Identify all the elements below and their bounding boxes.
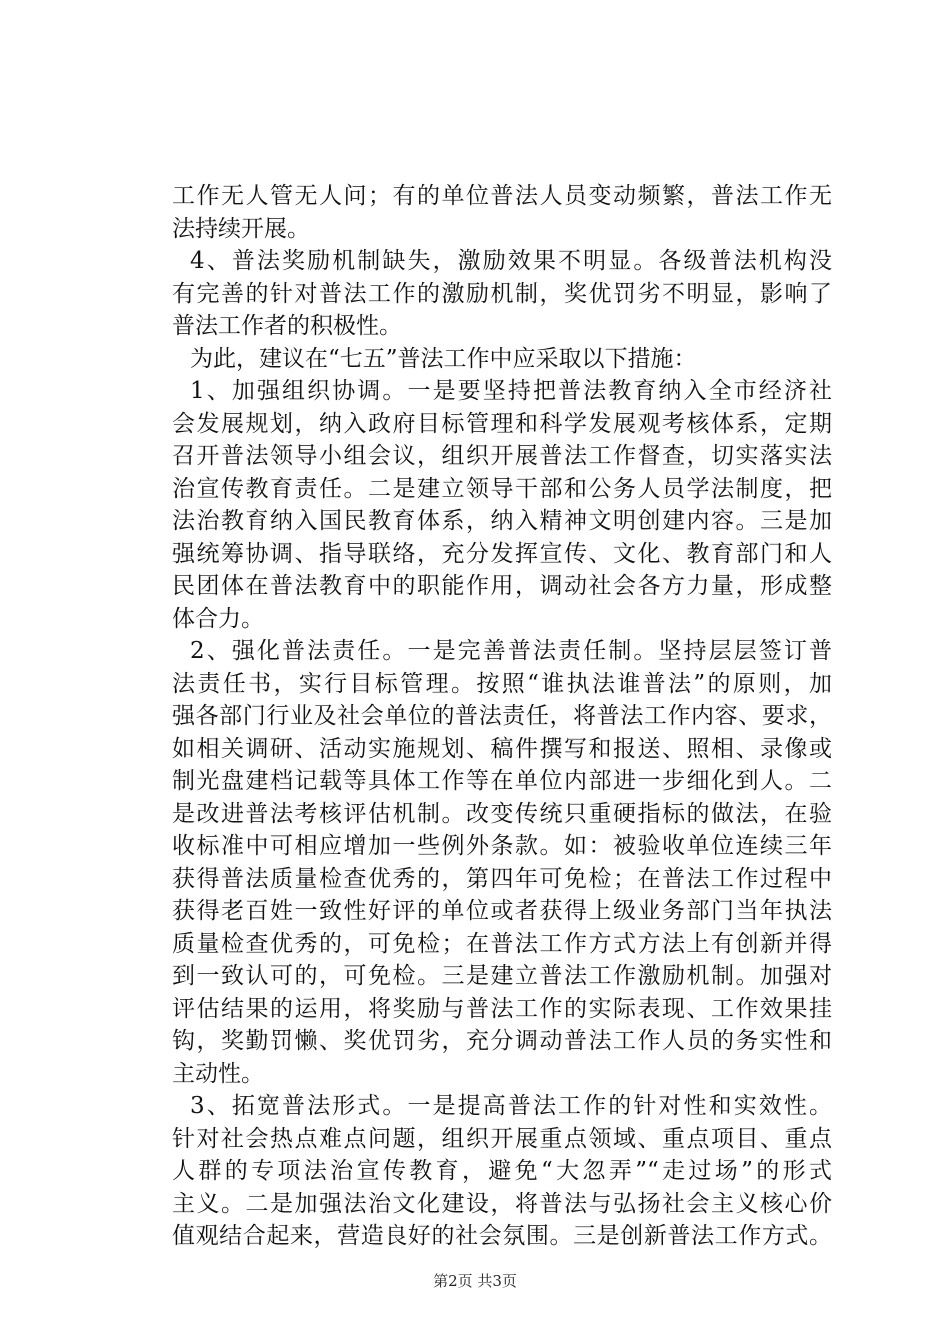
text-line: 质量检查优秀的，可免检；在普法工作方式方法上有创新并得 xyxy=(172,930,832,957)
text-line: 如相关调研、活动实施规划、稿件撰写和报送、照相、录像或 xyxy=(172,735,832,762)
text-line: 强各部门行业及社会单位的普法责任，将普法工作内容、要求， xyxy=(172,703,832,729)
text-line: 会发展规划，纳入政府目标管理和科学发展观考核体系，定期 xyxy=(172,410,832,437)
text-line: 人群的专项法治宣传教育，避免“大忽弄”“走过场”的形式 xyxy=(172,1158,832,1184)
text-line: 钩，奖勤罚懒、奖优罚劣，充分调动普法工作人员的务实性和 xyxy=(172,1028,832,1054)
text-line: 民团体在普法教育中的职能作用，调动社会各方力量，形成整 xyxy=(172,573,832,599)
text-line: 获得老百姓一致性好评的单位或者获得上级业务部门当年执法 xyxy=(172,898,832,924)
text-line: 法责任书，实行目标管理。按照“谁执法谁普法”的原则，加 xyxy=(172,670,832,697)
text-line: 针对社会热点难点问题，组织开展重点领域、重点项目、重点 xyxy=(172,1125,832,1152)
text-line: 召开普法领导小组会议，组织开展普法工作督查，切实落实法 xyxy=(172,443,832,469)
text-line: 值观结合起来，营造良好的社会氛围。三是创新普法工作方式。 xyxy=(172,1223,832,1249)
text-line: 评估结果的运用，将奖励与普法工作的实际表现、工作效果挂 xyxy=(172,995,832,1022)
text-line: 收标准中可相应增加一些例外条款。如：被验收单位连续三年 xyxy=(172,833,832,859)
text-line: 到一致认可的，可免检。三是建立普法工作激励机制。加强对 xyxy=(172,963,832,989)
page-footer xyxy=(0,1270,950,1291)
text-line: 主义。二是加强法治文化建设，将普法与弘扬社会主义核心价 xyxy=(172,1190,832,1217)
text-line: 强统筹协调、指导联络，充分发挥宣传、文化、教育部门和人 xyxy=(172,540,832,567)
page-number: 第2页 共3页 xyxy=(433,1272,517,1290)
text-line: 普法工作者的积极性。 xyxy=(172,313,402,339)
paragraph-start-line: 3、拓宽普法形式。一是提高普法工作的针对性和实效性。 xyxy=(190,1093,832,1119)
text-line: 体合力。 xyxy=(172,605,264,632)
text-line: 是改进普法考核评估机制。改变传统只重硬指标的做法，在验 xyxy=(172,800,832,827)
text-line: 治宣传教育责任。二是建立领导干部和公务人员学法制度，把 xyxy=(172,475,832,502)
text-line: 法治教育纳入国民教育体系，纳入精神文明创建内容。三是加 xyxy=(172,508,832,534)
paragraph-start-line: 为此，建议在“七五”普法工作中应采取以下措施： xyxy=(190,345,697,372)
paragraph-start-line: 1、加强组织协调。一是要坚持把普法教育纳入全市经济社 xyxy=(190,378,832,404)
text-line: 工作无人管无人问；有的单位普法人员变动频繁，普法工作无 xyxy=(172,183,832,209)
document-body xyxy=(172,180,832,1253)
paragraph-start-line: 2、强化普法责任。一是完善普法责任制。坚持层层签订普 xyxy=(190,638,832,664)
text-line: 法持续开展。 xyxy=(172,215,310,242)
text-line: 获得普法质量检查优秀的，第四年可免检；在普法工作过程中 xyxy=(172,865,832,892)
text-line: 主动性。 xyxy=(172,1060,264,1087)
paragraph-start-line: 4、普法奖励机制缺失，激励效果不明显。各级普法机构没 xyxy=(190,248,832,274)
text-line: 有完善的针对普法工作的激励机制，奖优罚劣不明显，影响了 xyxy=(172,280,832,307)
text-line: 制光盘建档记载等具体工作等在单位内部进一步细化到人。二 xyxy=(172,768,832,794)
